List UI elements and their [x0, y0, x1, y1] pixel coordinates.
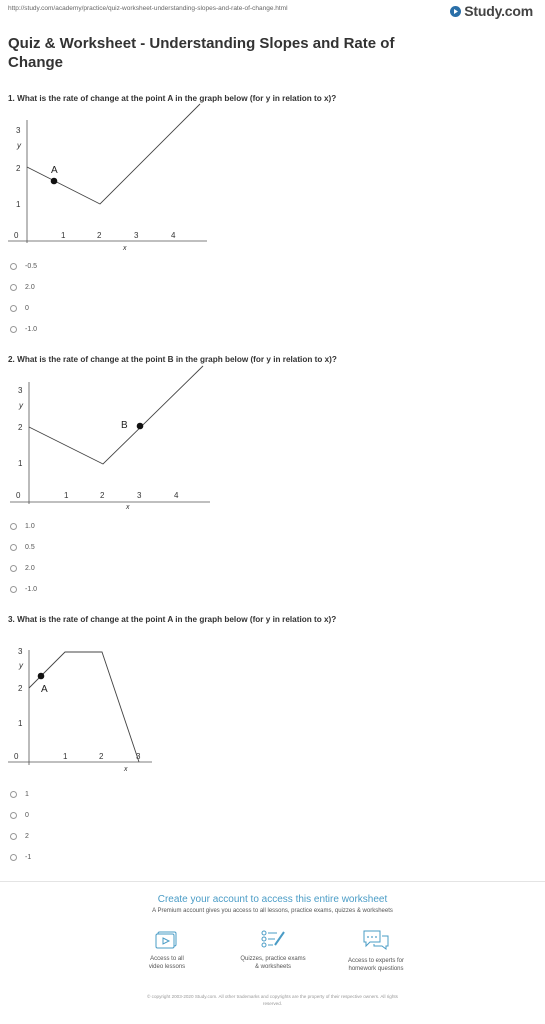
- y-tick-1: 1: [18, 459, 23, 468]
- cta-subtitle: A Premium account gives you access to all lessons, practice exams, quizzes & worksheets: [152, 908, 393, 914]
- question-1-options: [10, 256, 37, 340]
- feature-line: Access to all: [150, 956, 184, 962]
- x-tick-1: 1: [61, 231, 66, 240]
- url-text: http://study.com/academy/practice/quiz-worksheet-understanding-slopes-and-rate-of-change.html: [8, 5, 288, 12]
- question-1-text: 1. What is the rate of change at the point A in the graph below (for y in relation to x)?: [8, 94, 337, 103]
- answer-label: -1.0: [25, 326, 38, 333]
- answer-label: 1.0: [25, 523, 35, 530]
- point-a: [38, 673, 45, 680]
- graph-line: [29, 366, 203, 464]
- y-axis-label: y: [17, 141, 21, 150]
- feature-line: Quizzes, practice exams: [240, 956, 306, 962]
- radio-icon[interactable]: [10, 305, 17, 312]
- answer-label: 0: [25, 305, 29, 312]
- x-tick-2: 2: [97, 231, 102, 240]
- y-axis-label: y: [19, 661, 23, 670]
- answer-label: 2.0: [25, 284, 35, 291]
- radio-icon[interactable]: [10, 833, 17, 840]
- y-axis-label: y: [19, 401, 23, 410]
- radio-icon[interactable]: [10, 263, 17, 270]
- copyright-line: © copyright 2003-2020 Study.com. All other trademarks and copyrights are the property of their respective owners. All rights: [147, 994, 398, 999]
- x-tick-2: 2: [100, 491, 105, 500]
- question-2-text: 2. What is the rate of change at the point B in the graph below (for y in relation to x)?: [8, 355, 337, 364]
- x-axis-label: x: [126, 504, 130, 511]
- answer-option[interactable]: [10, 847, 31, 868]
- radio-icon[interactable]: [10, 812, 17, 819]
- answer-label: 0: [25, 812, 29, 819]
- x-tick-0: 0: [14, 752, 19, 761]
- y-tick-3: 3: [18, 386, 23, 395]
- answer-option[interactable]: [10, 256, 37, 277]
- answer-option[interactable]: [10, 579, 37, 600]
- x-tick-3: 3: [136, 752, 141, 761]
- y-tick-1: 1: [18, 719, 23, 728]
- y-tick-2: 2: [18, 684, 23, 693]
- radio-icon[interactable]: [10, 854, 17, 861]
- point-a-label: A: [51, 165, 58, 176]
- x-tick-3: 3: [134, 231, 139, 240]
- y-tick-3: 3: [16, 126, 21, 135]
- x-tick-0: 0: [16, 491, 21, 500]
- graph-line: [29, 652, 139, 762]
- feature-experts: [331, 928, 421, 973]
- question-3-options: [10, 784, 31, 868]
- radio-icon[interactable]: [10, 565, 17, 572]
- answer-option[interactable]: [10, 319, 37, 340]
- answer-option[interactable]: [10, 277, 37, 298]
- worksheet-list-icon: [259, 928, 287, 950]
- answer-option[interactable]: [10, 537, 37, 558]
- x-tick-4: 4: [174, 491, 179, 500]
- answer-label: -0.5: [25, 263, 38, 270]
- radio-icon[interactable]: [10, 791, 17, 798]
- answer-label: -1: [25, 854, 32, 861]
- y-tick-3: 3: [18, 647, 23, 656]
- answer-label: 2: [25, 833, 29, 840]
- question-3-text: 3. What is the rate of change at the point A in the graph below (for y in relation to x)?: [8, 615, 337, 624]
- answer-option[interactable]: [10, 805, 31, 826]
- chat-bubble-icon: [361, 928, 391, 952]
- x-tick-3: 3: [137, 491, 142, 500]
- x-axis-label: x: [123, 245, 127, 252]
- radio-icon[interactable]: [10, 544, 17, 551]
- feature-video-lessons: [122, 928, 212, 971]
- y-tick-2: 2: [18, 423, 23, 432]
- copyright-text: [100, 993, 445, 1007]
- answer-label: 2.0: [25, 565, 35, 572]
- feature-line: Access to experts for: [347, 958, 405, 964]
- question-2-options: [10, 516, 37, 600]
- x-tick-2: 2: [99, 752, 104, 761]
- radio-icon[interactable]: [10, 326, 17, 333]
- x-tick-1: 1: [64, 491, 69, 500]
- feature-line: homework questions: [348, 966, 404, 972]
- answer-label: -1.0: [25, 586, 38, 593]
- feature-line: video lessons: [148, 964, 186, 970]
- video-lesson-icon: [154, 928, 180, 950]
- feature-line: & worksheets: [254, 964, 291, 970]
- answer-option[interactable]: [10, 826, 31, 847]
- question-1-graph: [0, 100, 220, 260]
- point-b-label: B: [121, 420, 128, 431]
- feature-quizzes: [228, 928, 318, 971]
- cta-title[interactable]: Create your account to access this entire worksheet: [157, 894, 388, 905]
- study-logo[interactable]: [450, 3, 533, 19]
- point-b: [137, 423, 144, 430]
- cta-divider: [0, 881, 545, 882]
- play-circle-icon: [450, 6, 461, 17]
- x-axis-label: x: [124, 766, 128, 773]
- y-tick-2: 2: [16, 164, 21, 173]
- answer-label: 0.5: [25, 544, 35, 551]
- point-a: [51, 178, 58, 185]
- x-tick-1: 1: [63, 752, 68, 761]
- copyright-line: reserved.: [262, 1001, 283, 1006]
- y-tick-1: 1: [16, 200, 21, 209]
- question-2-graph: [0, 362, 220, 522]
- point-a-label: A: [41, 684, 48, 695]
- page-title: Quiz & Worksheet - Understanding Slopes and Rate of Change: [8, 35, 395, 71]
- answer-option[interactable]: [10, 298, 37, 319]
- radio-icon[interactable]: [10, 523, 17, 530]
- radio-icon[interactable]: [10, 284, 17, 291]
- graph-line: [27, 104, 200, 204]
- x-tick-0: 0: [14, 231, 19, 240]
- radio-icon[interactable]: [10, 586, 17, 593]
- logo-text: Study.com: [464, 3, 533, 19]
- question-3-graph: [0, 640, 170, 780]
- answer-option[interactable]: [10, 558, 37, 579]
- answer-option[interactable]: [10, 516, 37, 537]
- answer-option[interactable]: [10, 784, 31, 805]
- answer-label: 1: [25, 791, 29, 798]
- x-tick-4: 4: [171, 231, 176, 240]
